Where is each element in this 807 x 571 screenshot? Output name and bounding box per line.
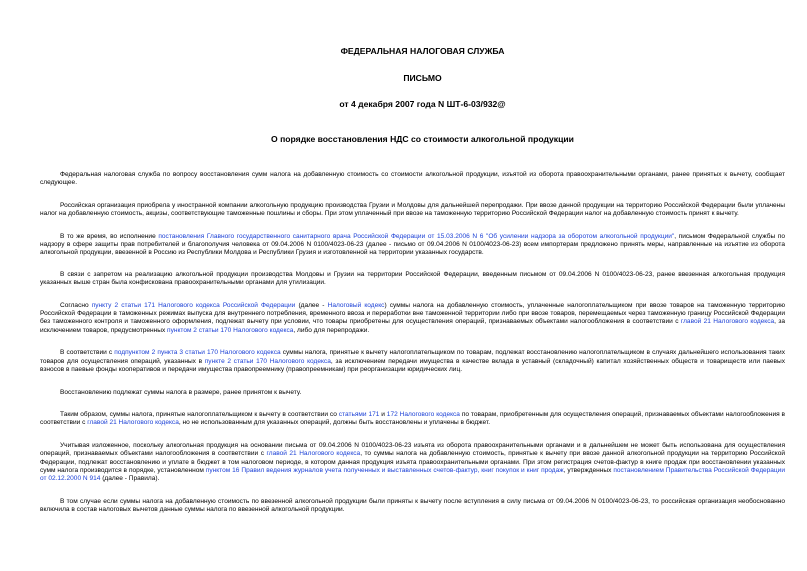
law-reference-link[interactable]: главой 21 Налогового кодекса <box>680 318 775 326</box>
law-reference-link[interactable]: постановлением Правительства Российской Федерации от 02.12.2000 N 914 <box>40 466 785 483</box>
paragraph-text: , то суммы налога на добавленную стоимость, принятые к вычету при ввозе данной алкогольной продукции на территорию Российской Федерации, подлежат восстановлению и уплате в бюджет в том налоговом периоде, в котором данная продукция изъята правоохранительными органами. При этом регистрация счетов-фактур в книге продаж при восстановлении указанных сумм налога производится в порядке, установленном <box>40 450 786 474</box>
paragraph-text: В соответствии с <box>60 349 115 357</box>
paragraph-text: , письмом Федеральной службы по надзору в сфере защиты прав потребителей и благополучия человека от 09.04.2006 N 0100/4023-06-23 (далее - письмо от 09.04.2006 N 0100/4023-06-23) всем импортерам предложено принять меры, направленные на изъятие из оборота алкогольной продукции, ввезенной в Россию из Республики Молдова и Республики Грузия и изготовленной на территории указанных государств. <box>40 232 785 257</box>
paragraph-4 <box>40 271 785 288</box>
paragraph-9 <box>40 442 785 484</box>
paragraph-6 <box>40 349 785 374</box>
paragraph-text: (далее - Правила). <box>100 475 160 483</box>
paragraph-text: , но не использованным для указанных операций, должны быть восстановлены и уплачены в бюджет. <box>178 419 491 427</box>
paragraph-text: В том случае если суммы налога на добавленную стоимость по ввезенной алкогольной продукции были приняты к вычету после вступления в силу письма от 09.04.2006 N 0100/4023-06-23, то российская организация необоснованно включила в состав налоговых вычетов данные суммы налога по ввезенной алкогольной продукции. <box>40 497 785 514</box>
paragraph-text: Восстановлению подлежат суммы налога в размере, ранее принятом к вычету. <box>60 388 302 396</box>
paragraph-text: В связи с запретом на реализацию алкогольной продукции производства Молдовы и Грузии на территории Российской Федерации, введенным письмом от 09.04.2006 N 0100/4023-06-23, ранее ввезенная алкогольная продукция указанных выше стран была конфискована правоохранительными органами для утилизации. <box>40 270 785 287</box>
law-reference-link[interactable]: Налоговый кодекс <box>327 301 385 309</box>
law-reference-link[interactable]: главой 21 Налогового кодекса <box>87 419 179 427</box>
paragraph-text: и <box>379 410 387 418</box>
paragraph-text: по товарам, приобретенным для осуществления операций, признаваемых объектами налогообложения в соответствии с <box>40 410 786 427</box>
paragraph-text: В то же время, во исполнение <box>60 232 159 240</box>
law-reference-link[interactable]: пунктом 2 статьи 170 Налогового кодекса <box>167 326 294 334</box>
document-subject: О порядке восстановления НДС со стоимости алкогольной продукции <box>271 134 574 144</box>
agency-title: ФЕДЕРАЛЬНАЯ НАЛОГОВАЯ СЛУЖБА <box>340 46 505 56</box>
paragraph-text: , либо для перепродажи. <box>293 326 370 334</box>
law-reference-link[interactable]: статьями 171 <box>338 410 380 418</box>
paragraph-7 <box>40 389 785 397</box>
law-reference-link[interactable]: подпунктом 2 пункта 3 статьи 170 Налогового кодекса <box>114 349 281 357</box>
paragraph-text: , за исключением передачи имущества в качестве вклада в уставный (складочный) капитал хозяйственных обществ и товариществ или паевых взносов в паевые фонды кооперативов и передачи имущества правопреемнику (правопреемникам) при реорганизации юридических лиц. <box>40 357 785 374</box>
paragraph-2 <box>40 202 785 219</box>
document-body <box>40 171 785 515</box>
law-reference-link[interactable]: пунктом 16 Правил ведения журналов учета полученных и выставленных счетов-фактур, книг покупок и книг продаж <box>205 466 564 474</box>
paragraph-text: ) суммы налога на добавленную стоимость, уплаченные налогоплательщиком при ввозе товаров на таможенную территорию Российской Федерации в таможенных режимах выпуска для внутреннего потребления, временного ввоза и переработки вне таможенной территории либо при ввозе товаров, перемещаемых через таможенную границу Российской Федерации без таможенного контроля и таможенного оформления, подлежат вычету при условии, что товары приобретены для осуществления операций, признаваемых объектами налогообложения в соответствии с <box>40 301 785 326</box>
document-type: ПИСЬМО <box>403 73 442 83</box>
paragraph-8 <box>40 411 785 428</box>
paragraph-text: Таким образом, суммы налога, принятые налогоплательщиком к вычету в соответствии со <box>60 410 339 418</box>
paragraph-1 <box>40 171 785 188</box>
paragraph-text: , утвержденных <box>563 466 614 474</box>
paragraph-text: , за исключением товаров, предусмотренных <box>40 318 785 334</box>
law-reference-link[interactable]: постановления Главного государственного санитарного врача Российской Федерации от 15.03.2006 N 6 "Об усилении надзора за оборотом алкогольной продукции" <box>158 232 675 240</box>
paragraph-text: Согласно <box>60 301 92 309</box>
law-reference-link[interactable]: пункте 2 статьи 170 Налогового кодекса <box>204 357 331 365</box>
paragraph-text: суммы налога, принятые к вычету налогоплательщиком по товарам, подлежат восстановлению налогоплательщиком в случаях дальнейшего использования таких товаров для осуществления операций, указанных в <box>40 349 785 365</box>
paragraph-text: Российская организация приобрела у иностранной компании алкогольную продукцию производства Грузии и Молдовы для дальнейшей перепродажи. При ввозе данной продукции на территорию Российской Федерации были уплачены налог на добавленную стоимость, акцизы, соответствующие таможенные пошлины и сборы. При этом уплаченный при ввозе на таможенную территорию Российской Федерации налог на добавленную стоимость принят к вычету. <box>40 201 785 218</box>
document-date-number: от 4 декабря 2007 года N ШТ-6-03/932@ <box>339 99 506 109</box>
paragraph-text: (далее - <box>295 301 328 309</box>
paragraph-5 <box>40 302 785 336</box>
paragraph-3 <box>40 233 785 258</box>
paragraph-text: Федеральная налоговая служба по вопросу восстановления сумм налога на добавленную стоимость со стоимости алкогольной продукции, изъятой из оборота правоохранительными органами, ранее принятых к вычету, сообщает следующее. <box>40 171 785 187</box>
paragraph-10 <box>40 498 785 515</box>
law-reference-link[interactable]: главой 21 Налогового кодекса <box>266 450 361 458</box>
paragraph-text: Учитывая изложенное, поскольку алкогольная продукция на основании письма от 09.04.2006 N 0100/4023-06-23 изъята из оборота правоохранительными органами и в дальнейшем не может быть использована для осуществления операций, признаваемых объектами налогообложения в соответствии с <box>40 441 785 458</box>
law-reference-link[interactable]: пункту 2 статьи 171 Налогового кодекса Российской Федерации <box>91 301 296 309</box>
law-reference-link[interactable]: 172 Налогового кодекса <box>386 410 460 418</box>
